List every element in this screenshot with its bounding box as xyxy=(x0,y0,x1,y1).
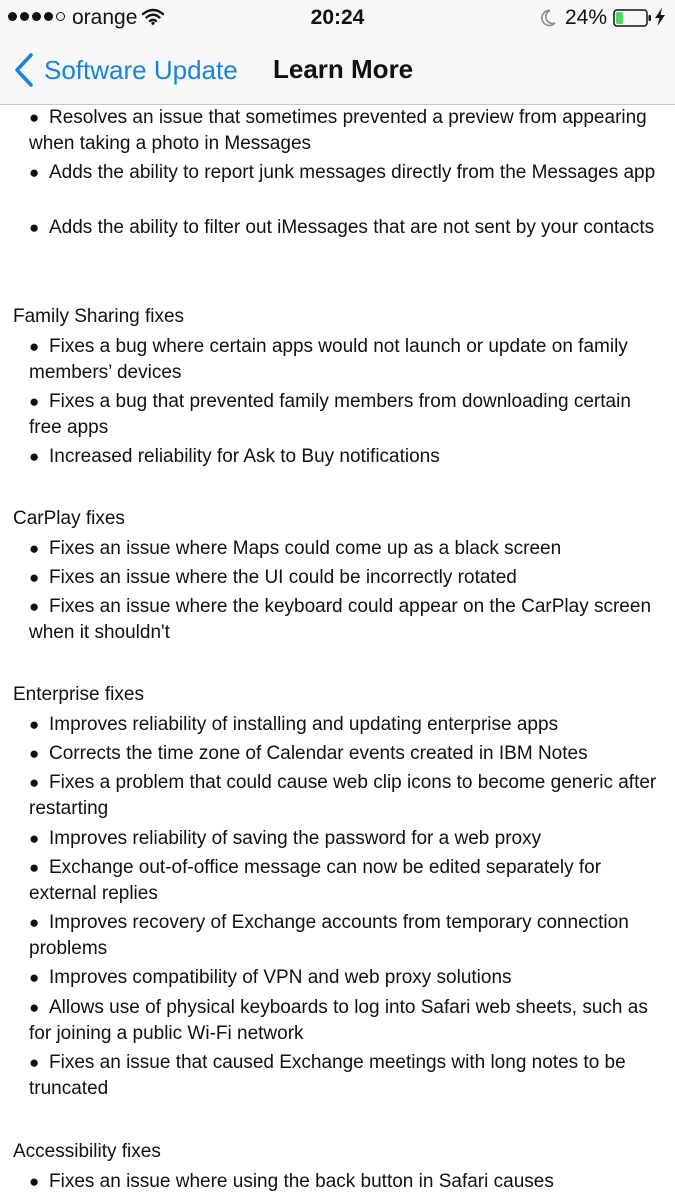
list-item: ● Fixes a problem that could cause web clip icons to become generic after restarting xyxy=(29,772,657,819)
carrier-name: orange xyxy=(72,6,138,29)
bullet-icon: ● xyxy=(29,539,40,558)
list-item: ● Allows use of physical keyboards to log into Safari web sheets, such as for joining a public Wi-Fi network xyxy=(29,997,648,1044)
bullet-icon: ● xyxy=(29,568,40,587)
list-item: ● Fixes a bug that prevented family members from downloading certain free apps xyxy=(29,391,631,438)
list-item: ● Corrects the time zone of Calendar events created in IBM Notes xyxy=(29,741,663,767)
battery-icon xyxy=(613,9,653,27)
bullet-icon: ● xyxy=(29,163,40,182)
list-item: ● Resolves an issue that sometimes prevented a preview from appearing when taking a photo in Messages xyxy=(29,107,647,154)
section-title: Enterprise fixes xyxy=(13,684,144,705)
release-notes-content[interactable] xyxy=(0,105,675,1200)
bullet-icon: ● xyxy=(29,715,40,734)
bullet-icon: ● xyxy=(29,913,40,932)
list-item: ● Fixes an issue where the UI could be incorrectly rotated xyxy=(29,565,663,591)
bullet-icon: ● xyxy=(29,968,40,987)
navigation-bar xyxy=(0,36,675,105)
list-item: ● Fixes an issue where the keyboard could appear on the CarPlay screen when it shouldn't xyxy=(29,596,652,643)
bullet-icon: ● xyxy=(29,858,40,877)
back-button[interactable] xyxy=(14,50,238,90)
list-item: ● Improves recovery of Exchange accounts from temporary connection problems xyxy=(29,912,629,959)
bullet-icon: ● xyxy=(29,447,40,466)
bullet-icon: ● xyxy=(29,392,40,411)
section-title: Accessibility fixes xyxy=(13,1141,161,1162)
charging-bolt-icon xyxy=(654,8,666,26)
bullet-icon: ● xyxy=(29,1172,40,1191)
bullet-icon: ● xyxy=(29,337,40,356)
list-item: ● Increased reliability for Ask to Buy notifications xyxy=(29,444,663,470)
section-title: CarPlay fixes xyxy=(13,508,125,529)
list-item: ● Fixes a bug where certain apps would not launch or update on family members’ devices xyxy=(29,336,628,383)
chevron-left-icon xyxy=(14,53,34,87)
list-item: ● Fixes an issue that caused Exchange meetings with long notes to be truncated xyxy=(29,1052,626,1099)
bullet-icon: ● xyxy=(29,998,40,1017)
page-title: Learn More xyxy=(273,54,414,84)
battery-percent: 24% xyxy=(565,6,608,29)
status-bar xyxy=(0,0,675,36)
bullet-icon: ● xyxy=(29,744,40,763)
status-time: 20:24 xyxy=(310,6,365,29)
bullet-icon: ● xyxy=(29,773,40,792)
list-item: ● Improves reliability of saving the password for a web proxy xyxy=(29,826,663,852)
back-button-label: Software Update xyxy=(44,54,238,85)
list-item: ● Adds the ability to filter out iMessages that are not sent by your contacts xyxy=(29,215,663,241)
bullet-icon: ● xyxy=(29,597,40,616)
list-item: ● Fixes an issue where Maps could come up as a black screen xyxy=(29,536,663,562)
list-item: ● Adds the ability to report junk messages directly from the Messages app xyxy=(29,160,663,186)
list-item: ● Exchange out-of-office message can now be edited separately for external replies xyxy=(29,857,602,904)
bullet-icon: ● xyxy=(29,1053,40,1072)
list-item: ● Fixes an issue where using the back button in Safari causes xyxy=(29,1169,663,1195)
bullet-icon: ● xyxy=(29,829,40,848)
bullet-icon: ● xyxy=(29,218,40,237)
section-title: Family Sharing fixes xyxy=(13,306,185,327)
bullet-icon: ● xyxy=(29,108,40,127)
list-item: ● Improves compatibility of VPN and web proxy solutions xyxy=(29,965,663,991)
moon-icon xyxy=(540,9,556,27)
list-item: ● Improves reliability of installing and updating enterprise apps xyxy=(29,712,663,738)
